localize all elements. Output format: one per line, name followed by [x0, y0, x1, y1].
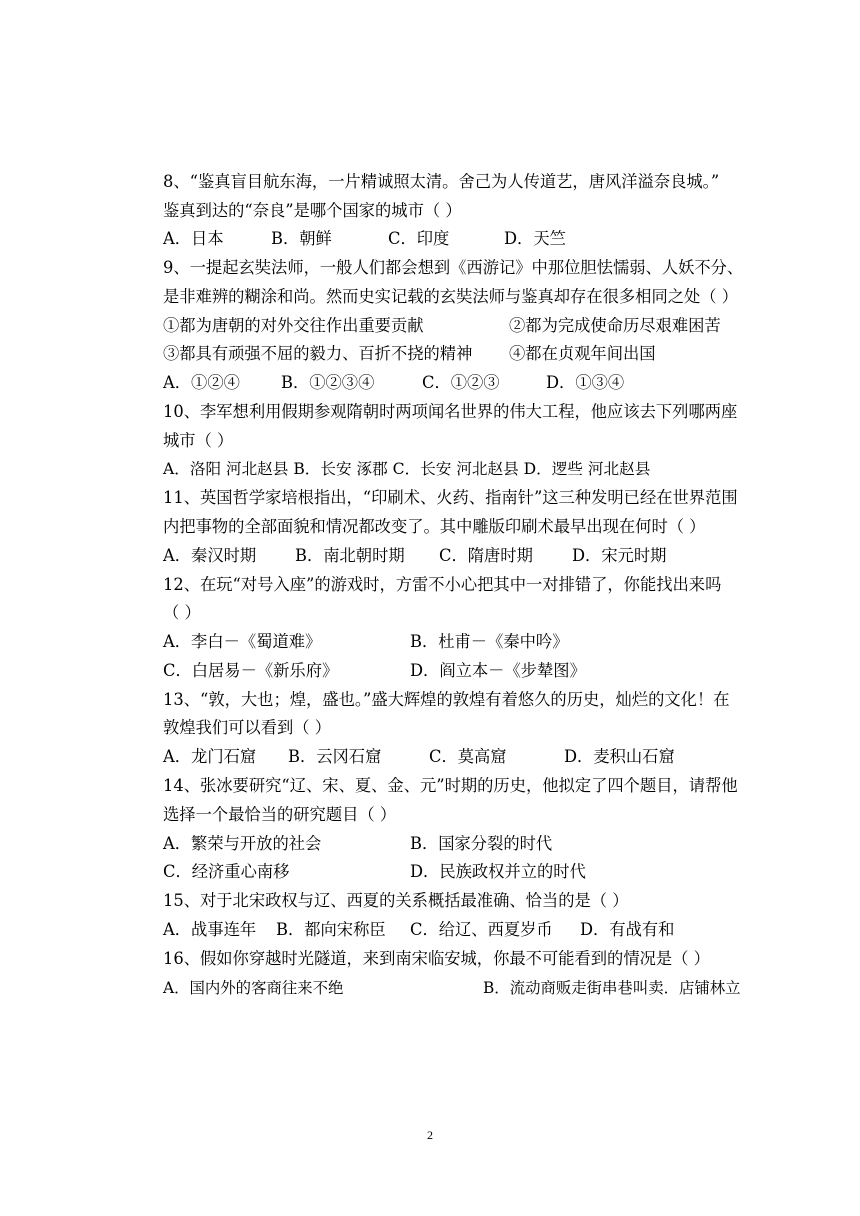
q8-option-a: A．日本 [163, 229, 224, 248]
q16-option-b: B．流动商贩走街串巷叫卖．店铺林立 [483, 979, 741, 997]
q11-stem-line-1: 11、英国哲学家培根指出，“印刷术、火药、指南针”这三种发明已经在世界范围 [163, 488, 738, 507]
q15-option-b: B．都向宋称臣 [276, 920, 386, 939]
q13-option-b: B．云冈石窟 [288, 747, 382, 766]
q8-option-d: D．天竺 [504, 229, 566, 248]
q15-option-a: A．战事连年 [163, 920, 257, 939]
q16-option-a: A．国内外的客商往来不绝 [163, 979, 344, 997]
q11-option-a: A．秦汉时期 [163, 546, 257, 565]
q11-option-c: C．隋唐时期 [439, 546, 533, 565]
q12-stem-line-1: 12、在玩“对号入座”的游戏时，方雷不小心把其中一对排错了，你能找出来吗 [163, 575, 722, 594]
q13-stem-line-2: 敦煌我们可以看到（ ） [163, 718, 331, 737]
q14-option-a: A．繁荣与开放的社会 [163, 834, 322, 853]
q8-option-c: C．印度 [388, 229, 450, 248]
q14-option-d: D．民族政权并立的时代 [410, 862, 586, 881]
q9-statement-2: ②都为完成使命历尽艰难困苦 [509, 316, 721, 335]
q14-stem-line-1: 14、张冰要研究“辽、宋、夏、金、元”时期的历史，他拟定了四个题目，请帮他 [163, 776, 738, 795]
q10-options: A．洛阳 河北赵县 B．长安 涿郡 C．长安 河北赵县 D．逻些 河北赵县 [163, 460, 651, 478]
q9-statement-3: ③都具有顽强不屈的毅力、百折不挠的精神 [163, 344, 473, 363]
q15-option-c: C．给辽、西夏岁币 [410, 920, 553, 939]
q9-stem-line-2: 是非难辨的糊涂和尚。然而史实记载的玄奘法师与鉴真却存在很多相同之处（ ） [163, 287, 739, 306]
q9-option-b: B．①②③④ [281, 373, 375, 392]
q11-stem-line-2: 内把事物的全部面貌和情况都改变了。其中雕版印刷术最早出现在何时（ ） [163, 517, 706, 536]
q11-option-d: D．宋元时期 [572, 546, 667, 565]
q9-option-d: D．①③④ [546, 373, 625, 392]
q9-option-c: C．①②③ [422, 373, 500, 392]
q14-option-c: C．经济重心南移 [163, 862, 290, 881]
q12-option-a: A．李白－《蜀道难》 [163, 632, 322, 651]
q13-option-c: C．莫高窟 [429, 747, 507, 766]
page-number: 2 [427, 1128, 433, 1142]
q9-statement-1: ①都为唐朝的对外交往作出重要贡献 [163, 316, 424, 335]
q15-stem-line-1: 15、对于北宋政权与辽、西夏的关系概括最准确、恰当的是（ ） [163, 891, 629, 910]
q8-stem-line-1: 8、“鉴真盲目航东海，一片精诚照太清。舍己为人传道艺，唐风洋溢奈良城。” [163, 172, 720, 191]
q13-stem-line-1: 13、“敦，大也；煌，盛也。”盛大辉煌的敦煌有着悠久的历史，灿烂的文化！在 [163, 690, 730, 709]
q12-stem-line-2: （ ） [163, 603, 201, 622]
q10-stem-line-2: 城市（ ） [163, 431, 234, 450]
q16-stem-line-1: 16、假如你穿越时光隧道，来到南宋临安城，你最不可能看到的情况是（ ） [163, 949, 710, 968]
q12-option-c: C．白居易－《新乐府》 [163, 661, 339, 680]
q13-option-a: A．龙门石窟 [163, 747, 257, 766]
q14-stem-line-2: 选择一个最恰当的研究题目（ ） [163, 805, 397, 824]
q8-option-b: B．朝鲜 [271, 229, 332, 248]
q11-option-b: B．南北朝时期 [295, 546, 405, 565]
q15-option-d: D．有战有和 [580, 920, 675, 939]
q10-stem-line-1: 10、李军想利用假期参观隋朝时两项闻名世界的伟大工程，他应该去下列哪两座 [163, 402, 738, 421]
q12-option-b: B．杜甫－《秦中吟》 [410, 632, 569, 651]
q12-option-d: D．阎立本－《步辇图》 [410, 661, 586, 680]
q9-option-a: A．①②④ [163, 373, 240, 392]
q13-option-d: D．麦积山石窟 [564, 747, 675, 766]
q8-stem-line-2: 鉴真到达的“奈良”是哪个国家的城市（ ） [163, 201, 462, 220]
q9-stem-line-1: 9、一提起玄奘法师，一般人们都会想到《西游记》中那位胆怯懦弱、人妖不分、 [163, 258, 744, 277]
q14-option-b: B．国家分裂的时代 [410, 834, 553, 853]
q9-statement-4: ④都在贞观年间出国 [509, 344, 656, 363]
